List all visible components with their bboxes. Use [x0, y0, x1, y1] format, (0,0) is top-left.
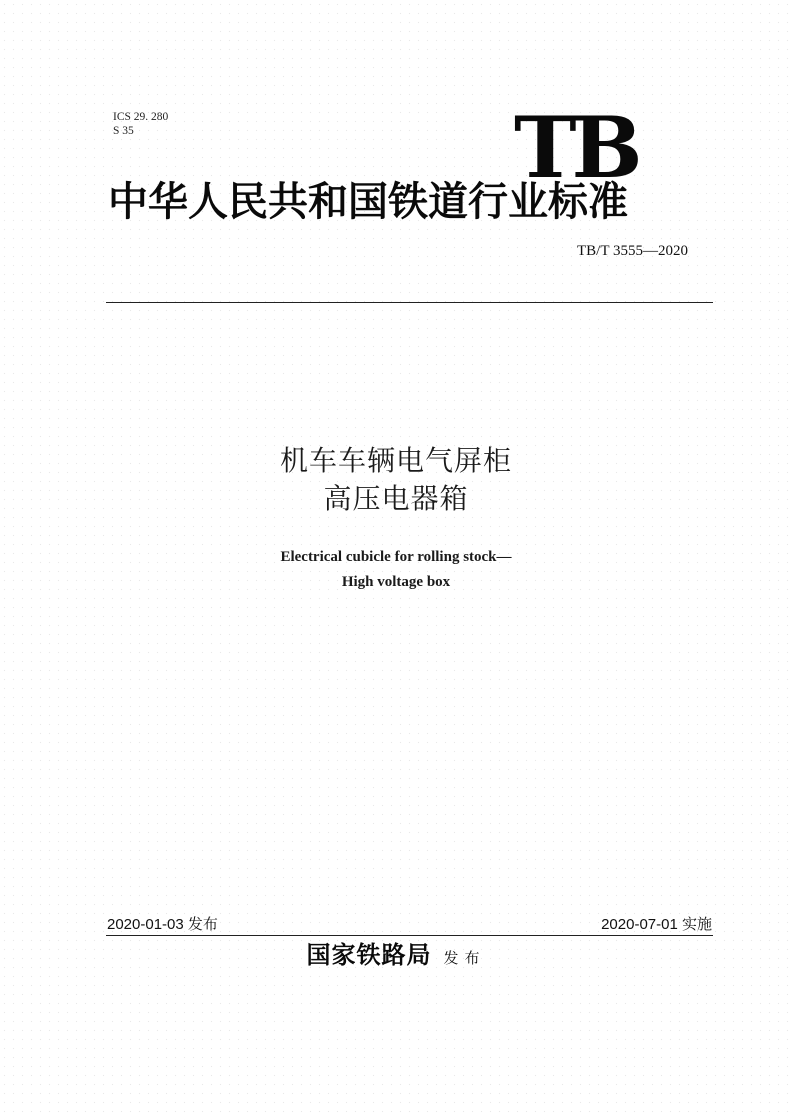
publish-date: 2020-01-03 发布 [107, 916, 218, 933]
issuer-block [0, 939, 792, 974]
title-chinese-line-1: 机车车辆电气屏柜 [279, 444, 512, 477]
effective-date: 2020-07-01 实施 [601, 916, 712, 933]
classification-code: S 35 [113, 125, 134, 137]
ics-code: ICS 29. 280 [113, 111, 169, 123]
standard-category-title: 中华人民共和国铁道行业标准 [108, 178, 628, 225]
top-divider [106, 302, 713, 303]
title-chinese-line-2: 高压电器箱 [323, 482, 469, 515]
title-english-line-2: High voltage box [341, 574, 451, 590]
standard-number: TB/T 3555—2020 [577, 243, 688, 259]
tb-logo: TB [514, 98, 638, 197]
issuer-name: 国家铁路局 [306, 940, 432, 969]
bottom-divider [106, 935, 713, 936]
title-english-line-1: Electrical cubicle for rolling stock— [280, 549, 512, 565]
issuer-suffix: 发布 [443, 949, 486, 967]
